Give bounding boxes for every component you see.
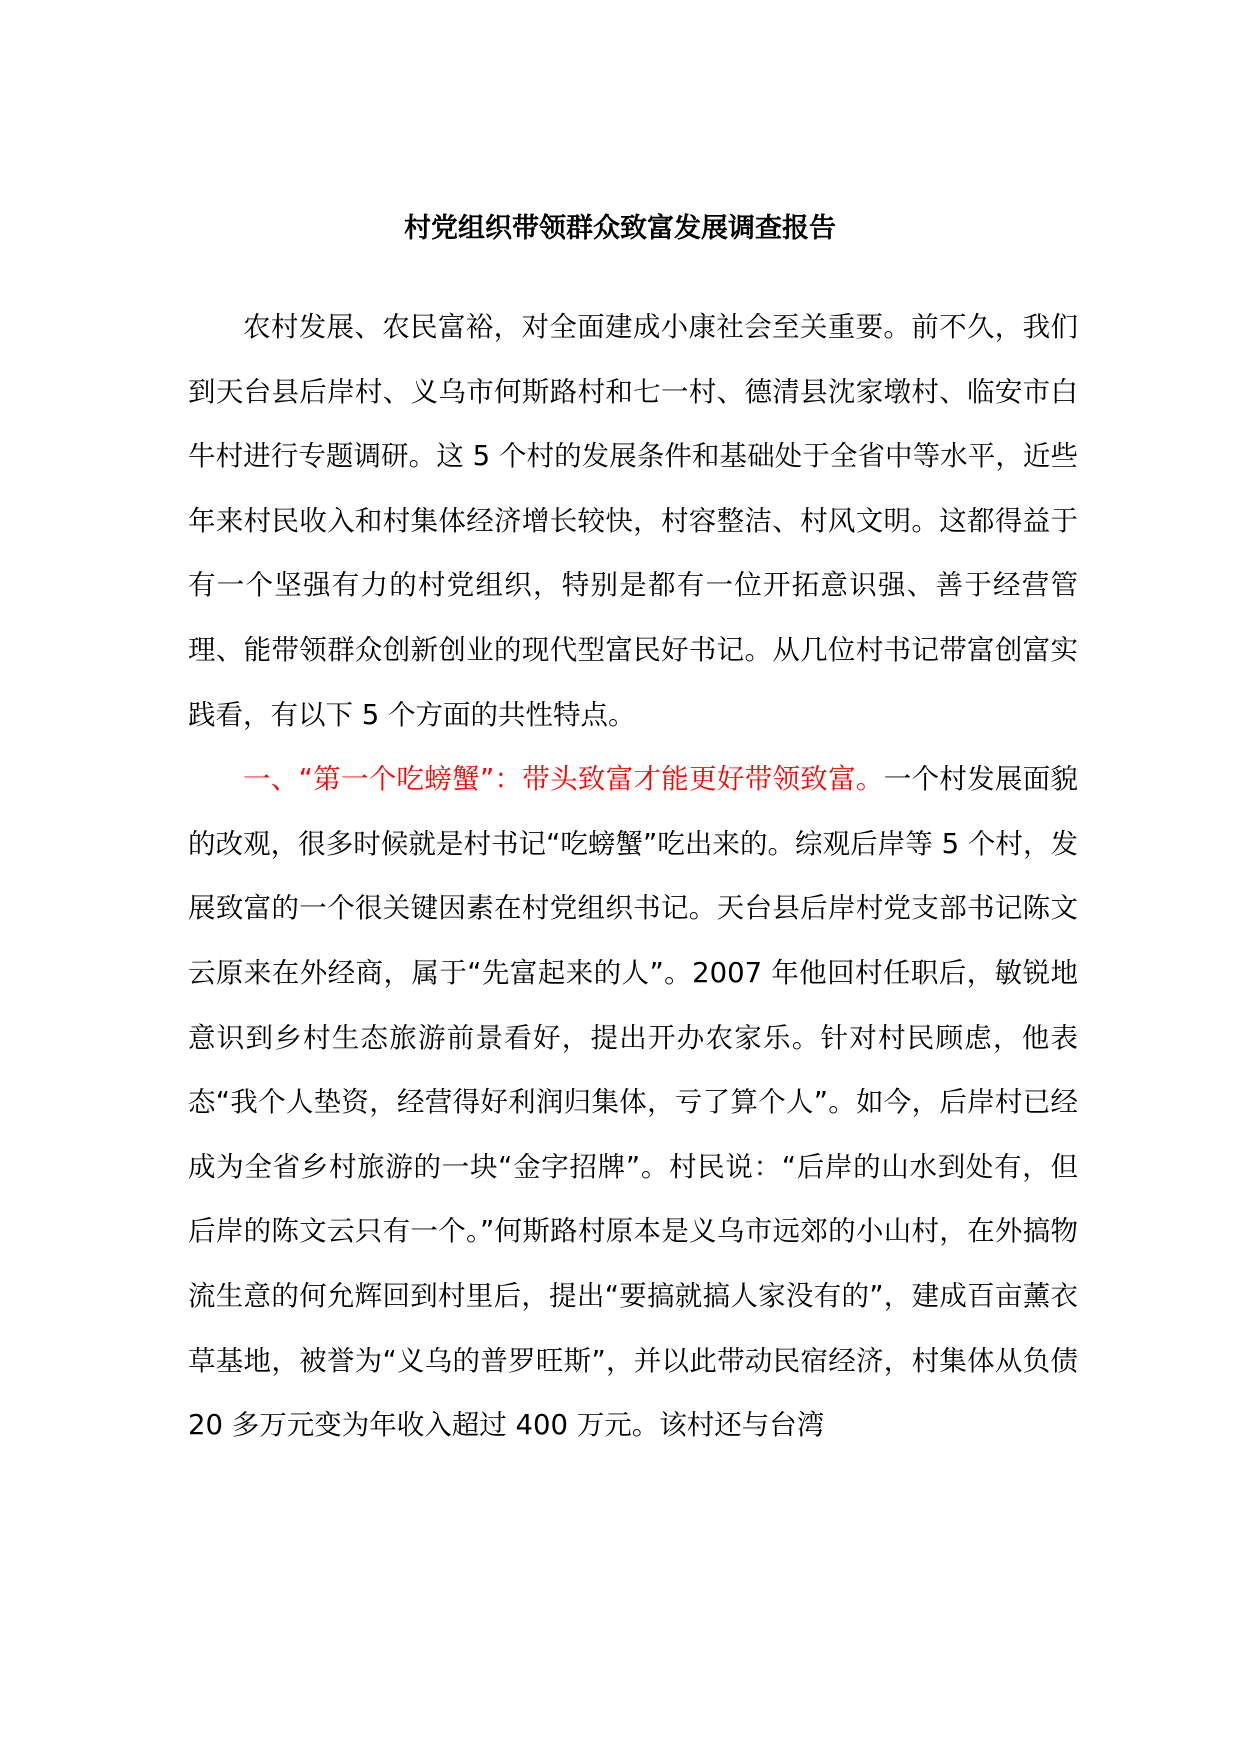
section-heading: 一、“第一个吃螃蟹”：带头致富才能更好带领致富。 [243,763,884,796]
page-title: 村党组织带领群众致富发展调查报告 [404,213,836,244]
section-one-text: 一个村发展面貌的改观，很多时候就是村书记“吃螃蟹”吃出来的。综观后岸等 5 个村，发展致富的一个很关键因素在村党组织书记。天台县后岸村党支部书记陈文云原来在外经商，属于“先富起来的人”。2007 年他回村任职后，敏锐地意识到乡村生态旅游前景看好，提出开办农家乐。针对村民顾虑，他表态“我个人垫资，经营得好利润归集体，亏了算个人”。如今，后岸村已经成为全省乡村旅游的一块“金字招牌”。村民说：“后岸的山水到处有，但后岸的陈文云只有一个。”何斯路村原本是义乌市远郊的小山村，在外搞物流生意的何允辉回到村里后，提出“要搞就搞人家没有的”，建成百亩薰衣草基地，被誉为“义乌的普罗旺斯”，并以此带动民宿经济，村集体从负债 20 多万元变为年收入超过 400 万元。该村还与台湾 [188,763,1079,1442]
document-body [188,295,1078,1458]
paragraph-section-one [188,747,1078,1458]
paragraph-intro [188,295,1078,747]
paragraph-intro-text: 农村发展、农民富裕，对全面建成小康社会至关重要。前不久，我们到天台县后岸村、义乌市何斯路村和七一村、德清县沈家墩村、临安市白牛村进行专题调研。这 5 个村的发展条件和基础处于全省中等水平，近些年来村民收入和村集体经济增长较快，村容整洁、村风文明。这都得益于有一个坚强有力的村党组织，特别是都有一位开拓意识强、善于经营管理、能带领群众创新创业的现代型富民好书记。从几位村书记带富创富实践看，有以下 5 个方面的共性特点。 [188,311,1078,731]
